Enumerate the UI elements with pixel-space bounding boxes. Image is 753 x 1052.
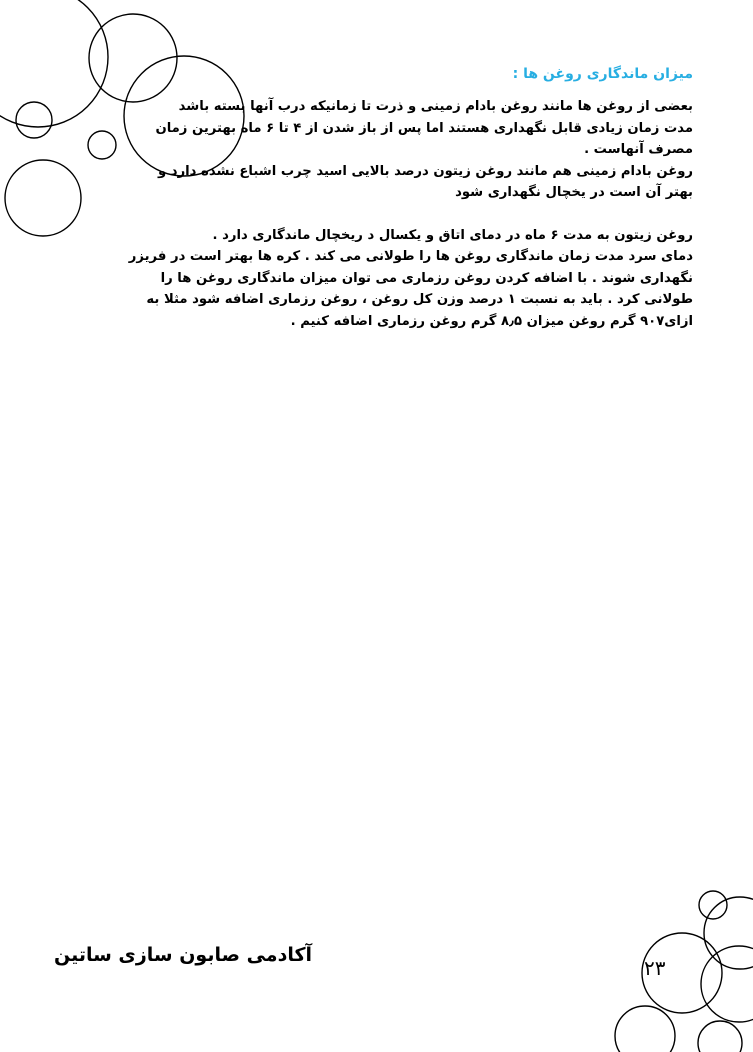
footer-academy-title: آکادمی صابون سازی ساتین [54, 944, 313, 966]
text-line: نگهداری شوند . با اضافه کردن روغن رزماری می توان میزان ماندگاری روغن ها را [160, 270, 693, 286]
circle-decoration [699, 891, 727, 919]
circle-decoration [698, 1021, 742, 1052]
bottom-right-circles [615, 891, 753, 1052]
text-line: بهتر آن است در یخچال نگهداری شود [455, 185, 693, 200]
page-number: ۲۳ [644, 956, 666, 980]
text-line: مصرف آنهاست . [584, 142, 693, 157]
circle-decoration [16, 102, 52, 138]
circle-decoration [704, 897, 753, 969]
section-heading: میزان ماندگاری روغن ها : [512, 66, 693, 82]
text-line: ازای۹۰۷ گرم روغن میزان ۸٫۵ گرم روغن رزماری اضافه کنیم . [290, 313, 693, 329]
text-line: دمای سرد مدت زمان ماندگاری روغن ها را طولانی می کند . کره ها بهتر است در فریزر [128, 249, 693, 264]
text-line: بعضی از روغن ها مانند روغن بادام زمینی و ذرت تا زمانیکه درب آنها بسته باشد [178, 99, 693, 114]
paragraph-spacer [150, 204, 693, 225]
paragraph-shelf-life [150, 96, 693, 204]
circle-decoration [88, 131, 116, 159]
text-line: روغن بادام زمینی هم مانند روغن زیتون درصد بالایی اسید چرب اشباع نشده دارد و [158, 163, 693, 179]
circle-decoration [5, 160, 81, 236]
text-line: طولانی کرد . باید به نسبت ۱ درصد وزن کل روغن ، روغن رزماری اضافه شود مثلا به [146, 292, 693, 307]
circle-decoration [615, 1006, 675, 1052]
paragraph-olive-oil [128, 225, 693, 333]
circle-decoration [0, 0, 108, 127]
main-content [128, 66, 693, 332]
text-line: روغن زیتون به مدت ۶ ماه در دمای اتاق و یکسال د ریخچال ماندگاری دارد . [212, 227, 693, 243]
text-line: مدت زمان زیادی قابل نگهداری هستند اما پس از باز شدن از ۴ تا ۶ ماه بهترین زمان [155, 120, 693, 136]
circle-decoration [701, 946, 753, 1022]
